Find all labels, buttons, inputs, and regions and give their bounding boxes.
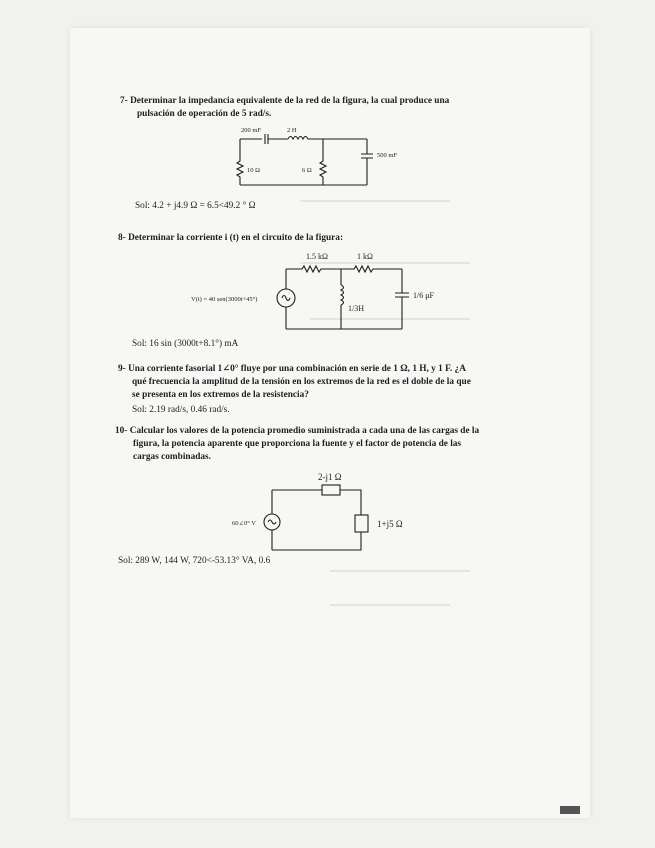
problem-text-line: qué frecuencia la amplitud de la tensión en los extremos de la red es el doble de la que: [132, 377, 471, 387]
capacitor-label: 1/6 μF: [413, 291, 434, 300]
problem-text-line: Una corriente fasorial 1∠0° fluye por una combinación en serie de 1 Ω, 1 H, y 1 F. ¿A: [128, 364, 466, 374]
problem-text-line: se presenta en los extremos de la resistencia?: [132, 390, 309, 400]
problem-10: [115, 425, 479, 464]
impedance-label: 1+j5 Ω: [377, 519, 403, 529]
solution-9: Sol: 2.19 rad/s, 0.46 rad/s.: [132, 405, 230, 415]
circuit-diagram-10: [225, 468, 425, 558]
bleed-through-mark: [330, 604, 450, 606]
inductor-label: 1/3H: [348, 304, 364, 313]
problem-8: [118, 232, 343, 245]
problem-text-line: Determinar la impedancia equivalente de la red de la figura, la cual produce una: [130, 96, 450, 106]
problem-text-line: Calcular los valores de la potencia promedio suministrada a cada una de las cargas de la: [129, 426, 480, 436]
resistor-label: 10 Ω: [247, 167, 260, 174]
resistor-label: 1.5 kΩ: [306, 252, 328, 261]
corner-mark: [560, 806, 580, 814]
problem-number: 10-: [115, 426, 128, 436]
bleed-through-mark: [330, 570, 470, 572]
impedance-label: 2-j1 Ω: [318, 472, 342, 482]
source-label: 60∠0° V: [232, 520, 256, 527]
problem-7: [120, 95, 449, 121]
problem-number: 8-: [118, 233, 126, 243]
problem-text-line: pulsación de operación de 5 rad/s.: [137, 109, 272, 119]
source-label: V(t) = 40 sen(3000t+45°): [191, 296, 258, 303]
problem-number: 9-: [118, 364, 126, 374]
problem-number: 7-: [120, 96, 128, 106]
problem-9: [118, 363, 471, 402]
capacitor-label: 200 mF: [241, 127, 262, 134]
problem-text-line: Determinar la corriente i (t) en el circuito de la figura:: [128, 233, 344, 243]
problem-text-line: figura, la potencia aparente que proporciona la fuente y el factor de potencia de las: [133, 439, 462, 449]
solution-7: Sol: 4.2 + j4.9 Ω = 6.5<49.2 ° Ω: [135, 201, 256, 211]
resistor-label: 1 kΩ: [357, 252, 373, 261]
problem-text-line: cargas combinadas.: [133, 452, 211, 462]
solution-10: Sol: 289 W, 144 W, 720<-53.13° VA, 0.6: [118, 556, 271, 566]
resistor-label: 6 Ω: [302, 167, 312, 174]
circuit-diagram-7: [225, 125, 398, 195]
bleed-through-mark: [300, 200, 450, 202]
solution-8: Sol: 16 sin (3000t+8.1°) mA: [132, 339, 239, 349]
capacitor-label: 500 mF: [377, 152, 398, 159]
circuit-diagram-8: [180, 247, 434, 339]
inductor-label: 2 H: [287, 127, 297, 134]
